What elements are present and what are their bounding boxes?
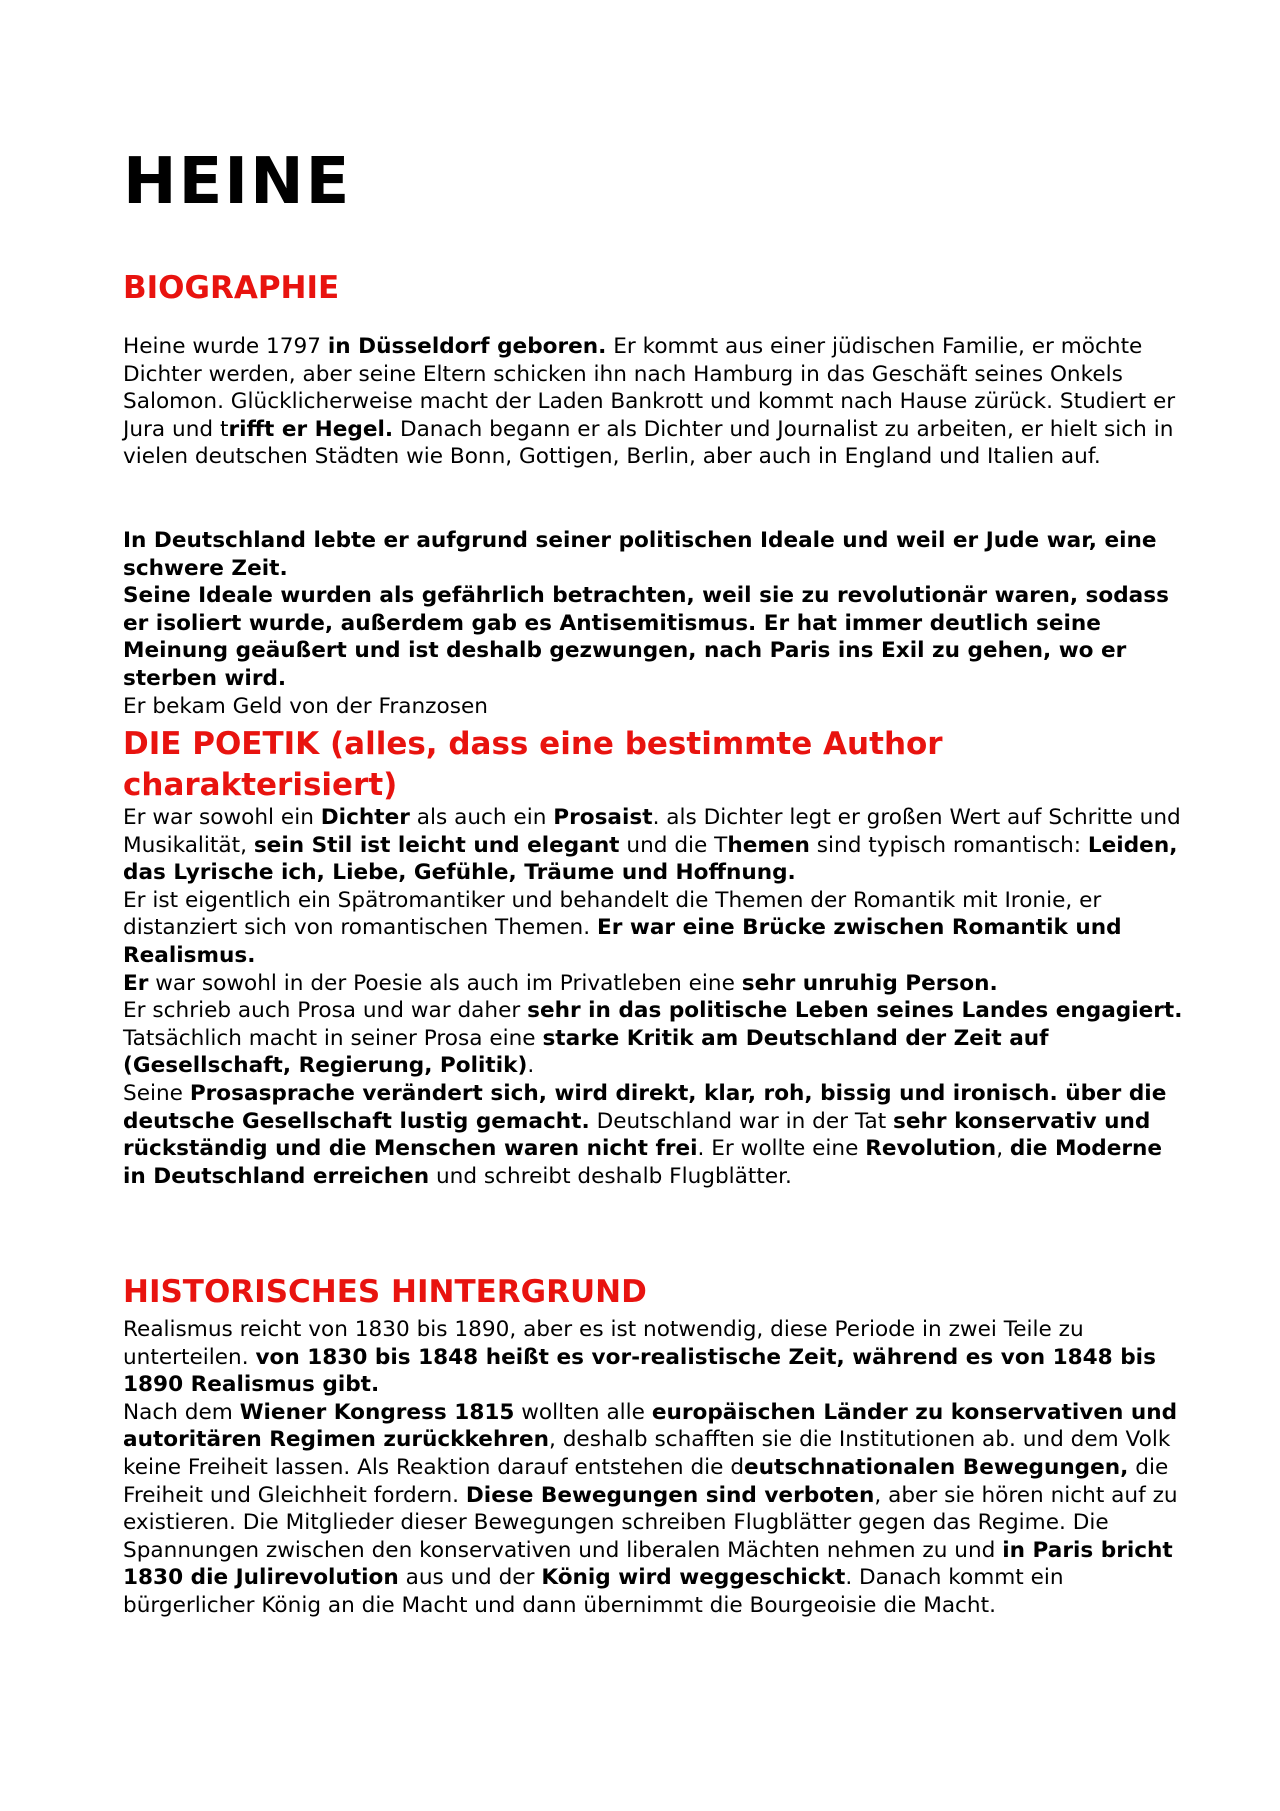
bold-text-run: Revolution — [865, 1136, 997, 1162]
bold-text-run: Er war eine Brücke zwischen Romantik und Realismus. — [123, 915, 1122, 968]
historisch-paragraph — [123, 1399, 1183, 1620]
bold-text-run: von 1830 bis 1848 heißt es vor-realistische Zeit, während es von 1848 bis 1890 Realismus gibt. — [123, 1344, 1156, 1398]
text-run: Er war sowohl ein — [123, 805, 321, 830]
text-run: und schreibt deshalb Flugblätter. — [429, 1163, 792, 1189]
poetik-paragraph — [123, 997, 1183, 1080]
poetik-paragraph — [123, 970, 1183, 998]
text-run: . Er wollte eine — [697, 1136, 866, 1162]
document-title: HEINE — [123, 145, 352, 219]
text-run: . als Dichter legt er großen Wert auf Schritte und Musikalität, — [123, 805, 1181, 858]
text-run: als auch ein — [409, 805, 554, 830]
bold-text-run: sein Stil ist leicht und elegant — [253, 832, 620, 858]
text-run: . Danach kommt ein bürgerlicher König an die Macht und dann übernimmt die Bourgeoisie die Macht. — [123, 1565, 1064, 1618]
biographie-paragraph — [123, 333, 1183, 471]
poetik-paragraph — [123, 804, 1183, 887]
text-run: Er kommt aus einer jüdischen Familie, er möchte Dichter werden, aber seine Eltern schicken ihn nach Hamburg in das Geschäft seines Onkels Salomon. Glücklicherweise macht der Laden Bankrott und kommt nach Hause zürück. Studiert er Jura und — [123, 334, 1176, 442]
historisch-paragraph — [123, 1316, 1183, 1399]
text-run: Er ist eigentlich ein Spätromantiker und behandelt die Themen der Romantik mit Ironie, er distanziert sich von romantischen Themen. — [123, 887, 1102, 941]
bold-text-run: Prosaist — [553, 805, 653, 830]
text-run: Danach begann er als Dichter und Journalist zu arbeiten, er hielt sich in vielen deutschen Städten wie Bonn, Gottigen, Berlin, aber auch in England und Italien auf. — [123, 416, 1174, 470]
text-run: war sowohl in der Poesie als auch im Privatleben eine — [148, 970, 742, 996]
bold-text-run: Diese Bewegungen sind verboten — [465, 1482, 875, 1508]
biographie-text-1 — [123, 333, 1183, 471]
text-run: Realismus reicht von 1830 bis 1890, aber es ist notwendig, diese Periode in zwei Teile zu unterteilen. — [123, 1317, 1084, 1370]
text-run: . — [527, 1053, 535, 1079]
text-run: , — [996, 1136, 1010, 1162]
bold-text-run: europäischen Länder zu konservativen und autoritären Regimen zurückkehren — [123, 1399, 1178, 1453]
text-run: Er schrieb auch Prosa und war daher — [123, 998, 528, 1024]
bold-text-run: König wird weggeschickt — [541, 1565, 846, 1591]
text-run: , deshalb schafften sie die Institutionen ab. und dem Volk keine Freiheit lassen. Als Reaktion darauf entstehen die d — [123, 1427, 1171, 1480]
text-run: Er bekam Geld von der Franzosen — [123, 693, 488, 719]
text-run: Seine — [123, 1080, 190, 1106]
section-heading-poetik: DIE POETIK (alles, dass eine bestimmte Author charakterisiert) — [123, 726, 943, 803]
bold-text-run: die Moderne in Deutschland erreichen — [123, 1136, 1163, 1189]
biographie-paragraph — [123, 582, 1183, 692]
bold-text-run: starke Kritik am Deutschland der Zeit auf (Gesellschaft, Regierung, Politik) — [123, 1025, 1049, 1079]
biographie-paragraph — [123, 693, 1183, 721]
bold-text-run: sehr in das politische Leben seines Landes engagiert. — [527, 998, 1183, 1024]
bold-text-run: Seine Ideale wurden als gefährlich betrachten, weil sie zu revolutionär waren, sodass er isoliert wurde, außerdem gab es Antisemitismus. Er hat immer deutlich seine Meinung geäußert und ist deshalb gezwungen, nach Paris ins Exil zu gehen, wo er sterben wird. — [123, 583, 1169, 691]
poetik-paragraph — [123, 887, 1183, 970]
text-run: , aber sie hören nicht auf zu existieren. Die Mitglieder dieser Bewegungen schreiben Flugblätter gegen das Regime. Die Spannungen zwischen den konservativen und liberalen Mächten nehmen zu und — [123, 1482, 1178, 1563]
text-run: aus und der — [398, 1565, 542, 1591]
text-run: t — [219, 416, 229, 442]
bold-text-run: in Paris bricht 1830 die Julirevolution — [123, 1537, 1173, 1591]
bold-text-run: eutschnationalen Bewegungen, — [744, 1454, 1129, 1480]
text-run: die Freiheit und Gleichheit fordern. — [123, 1454, 1169, 1508]
text-run: Nach dem — [123, 1399, 240, 1425]
historisch-text — [123, 1316, 1183, 1620]
section-heading-biographie: BIOGRAPHIE — [123, 270, 340, 306]
text-run: sind typisch romantisch: — [809, 832, 1088, 858]
bold-text-run: rifft er Hegel. — [228, 416, 394, 442]
bold-text-run: Dichter — [320, 805, 410, 830]
text-run: und die T — [619, 832, 728, 858]
text-run: Deutschland war in der Tat — [589, 1108, 894, 1134]
bold-text-run: Er — [123, 970, 149, 996]
bold-text-run: Prosasprache verändert sich, wird direkt, klar, roh, bissig und ironisch. über die deutsche Gesellschaft lustig gemacht. — [123, 1080, 1167, 1134]
biographie-paragraph — [123, 527, 1183, 582]
text-run: Tatsächlich macht in seiner Prosa eine — [123, 1025, 543, 1051]
bold-text-run: sehr konservativ und rückständig und die Menschen waren nicht frei — [123, 1108, 1151, 1162]
text-run: wollten alle — [514, 1399, 652, 1425]
poetik-paragraph — [123, 1080, 1183, 1190]
bold-text-run: sehr unruhig Person. — [741, 970, 998, 996]
biographie-text-2 — [123, 527, 1183, 720]
bold-text-run: Wiener Kongress 1815 — [239, 1399, 515, 1425]
text-run: Heine wurde 1797 — [123, 334, 328, 359]
poetik-text — [123, 804, 1183, 1190]
bold-text-run: in Düsseldorf geboren. — [327, 334, 607, 359]
bold-text-run: In Deutschland lebte er aufgrund seiner politischen Ideale und weil er Jude war, eine schwere Zeit. — [123, 528, 1157, 581]
section-heading-historisch: HISTORISCHES HINTERGRUND — [123, 1274, 647, 1310]
bold-text-run: hemen — [727, 832, 810, 858]
bold-text-run: Leiden, das Lyrische ich, Liebe, Gefühle, Träume und Hoffnung. — [123, 832, 1178, 886]
